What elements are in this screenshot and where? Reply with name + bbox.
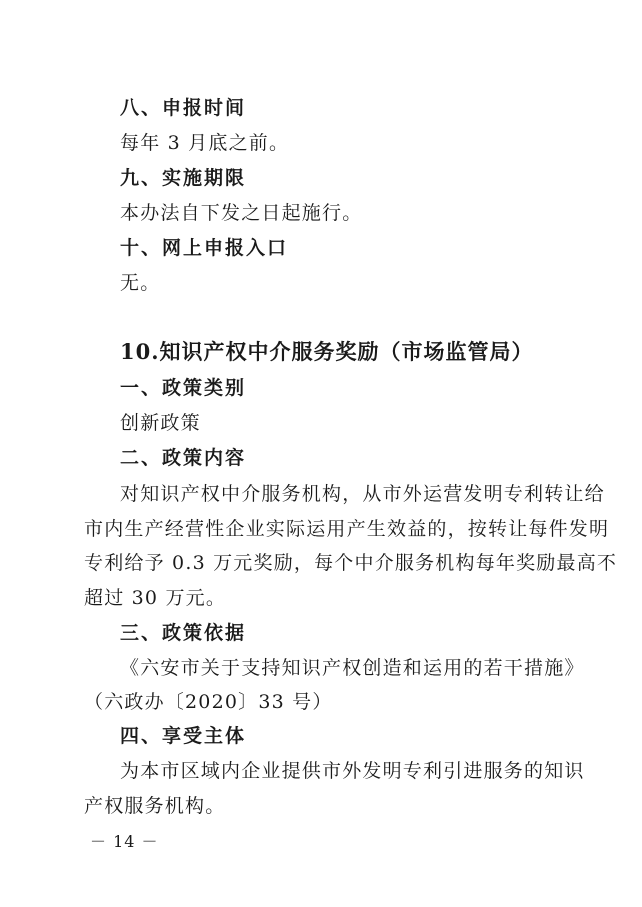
policy-basis-heading: 三、政策依据 — [120, 622, 247, 644]
section-heading-implementation-period: 九、实施期限 — [120, 167, 247, 189]
policy-category-heading: 一、政策类别 — [120, 377, 247, 399]
beneficiary-line: 产权服务机构。 — [84, 795, 226, 817]
section-body-online-entry: 无。 — [120, 272, 161, 294]
policy-basis-line: （六政办〔2020〕33 号） — [84, 691, 333, 713]
policy-category-body: 创新政策 — [120, 412, 201, 434]
beneficiary-heading: 四、享受主体 — [120, 725, 247, 747]
policy-content-heading: 二、政策内容 — [120, 447, 247, 469]
policy-title: 10.知识产权中介服务奖励（市场监管局） — [120, 339, 534, 364]
section-body-implementation-period: 本办法自下发之日起施行。 — [120, 202, 363, 224]
policy-content-line: 专利给予 0.3 万元奖励，每个中介服务机构每年奖励最高不 — [84, 552, 618, 574]
policy-basis-line: 《六安市关于支持知识产权创造和运用的若干措施》 — [120, 657, 585, 679]
section-heading-application-time: 八、申报时间 — [120, 97, 247, 119]
policy-content-line: 市内生产经营性企业实际运用产生效益的，按转让每件发明 — [84, 518, 610, 540]
section-heading-online-entry: 十、网上申报入口 — [120, 237, 289, 259]
policy-content-line: 对知识产权中介服务机构，从市外运营发明专利转让给 — [120, 483, 605, 505]
policy-content-line: 超过 30 万元。 — [84, 587, 227, 609]
page-number: － 14 － — [90, 832, 159, 851]
section-body-application-time: 每年 3 月底之前。 — [120, 132, 290, 154]
beneficiary-line: 为本市区域内企业提供市外发明专利引进服务的知识 — [120, 760, 585, 782]
